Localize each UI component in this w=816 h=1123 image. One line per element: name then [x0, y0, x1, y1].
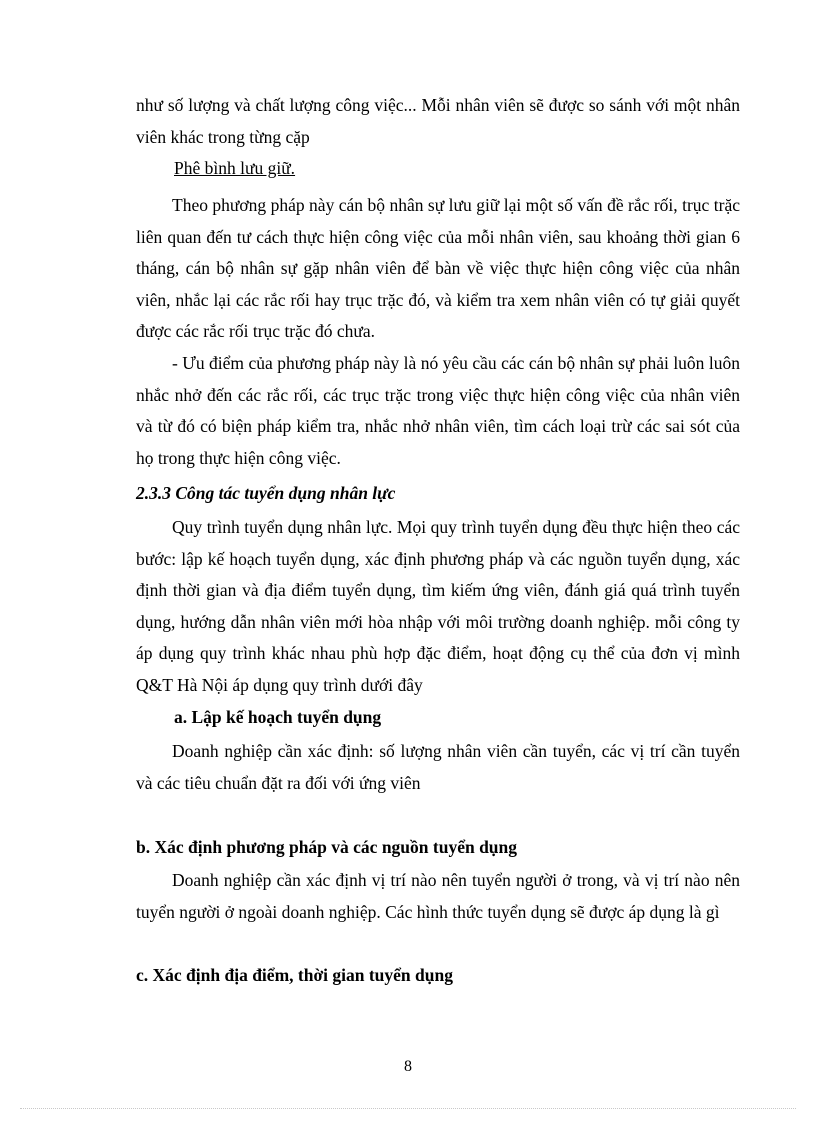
page-bottom-divider [20, 1108, 796, 1109]
subheading-b: b. Xác định phương pháp và các nguồn tuyển dụng [136, 837, 518, 857]
heading-phe-binh-luu-giu-text: Phê bình lưu giữ. [174, 158, 296, 178]
page-number: 8 [404, 1058, 412, 1075]
paragraph-comparison-continued: như số lượng và chất lượng công việc... Mỗi nhân viên sẽ được so sánh với một nhân viên khác trong từng cặp [136, 95, 740, 147]
subheading-a: a. Lập kế hoạch tuyển dụng [174, 707, 382, 727]
paragraph-advantages: - Ưu điểm của phương pháp này là nó yêu cầu các cán bộ nhân sự phải luôn luôn nhắc nhở đến các rắc rối, các trục trặc trong việc thực hiện công việc của nhân viên và từ đó có biện pháp kiểm tra, nhắc nhở nhân viên, tìm cách loại trừ các sai sót của họ trong thực hiện công việc. [136, 353, 740, 468]
heading-phe-binh-luu-giu [174, 153, 295, 185]
subheading-c: c. Xác định địa điểm, thời gian tuyển dụng [136, 965, 453, 985]
paragraph-method-description: Theo phương pháp này cán bộ nhân sự lưu giữ lại một số vấn đề rắc rối, trục trặc liên quan đến tư cách thực hiện công việc của mỗi nhân viên, sau khoảng thời gian 6 tháng, cán bộ nhân sự gặp nhân viên để bàn về việc thực hiện công việc của nhân viên, nhắc lại các rắc rối hay trục trặc đó, và kiểm tra xem nhân viên có tự giải quyết được các rắc rối trục trặc đó chưa. [136, 195, 740, 341]
section-heading-2-3-3: 2.3.3 Công tác tuyển dụng nhân lực [136, 483, 396, 503]
paragraph-a-content: Doanh nghiệp cần xác định: số lượng nhân viên cần tuyển, các vị trí cần tuyển và các tiêu chuẩn đặt ra đối với ứng viên [136, 741, 740, 793]
paragraph-recruitment-process: Quy trình tuyển dụng nhân lực. Mọi quy trình tuyển dụng đều thực hiện theo các bước: lập kế hoạch tuyển dụng, xác định phương pháp và các nguồn tuyển dụng, xác định thời gian và địa điểm tuyển dụng, tìm kiếm ứng viên, đánh giá quá trình tuyển dụng, hướng dẫn nhân viên mới hòa nhập với môi trường doanh nghiệp. mỗi công ty áp dụng quy trình khác nhau phù hợp đặc điểm, hoạt động cụ thể của đơn vị mình Q&T Hà Nội áp dụng quy trình dưới đây [136, 517, 740, 695]
paragraph-b-content: Doanh nghiệp cần xác định vị trí nào nên tuyển người ở trong, và vị trí nào nên tuyển người ở ngoài doanh nghiệp. Các hình thức tuyển dụng sẽ được áp dụng là gì [136, 870, 740, 922]
